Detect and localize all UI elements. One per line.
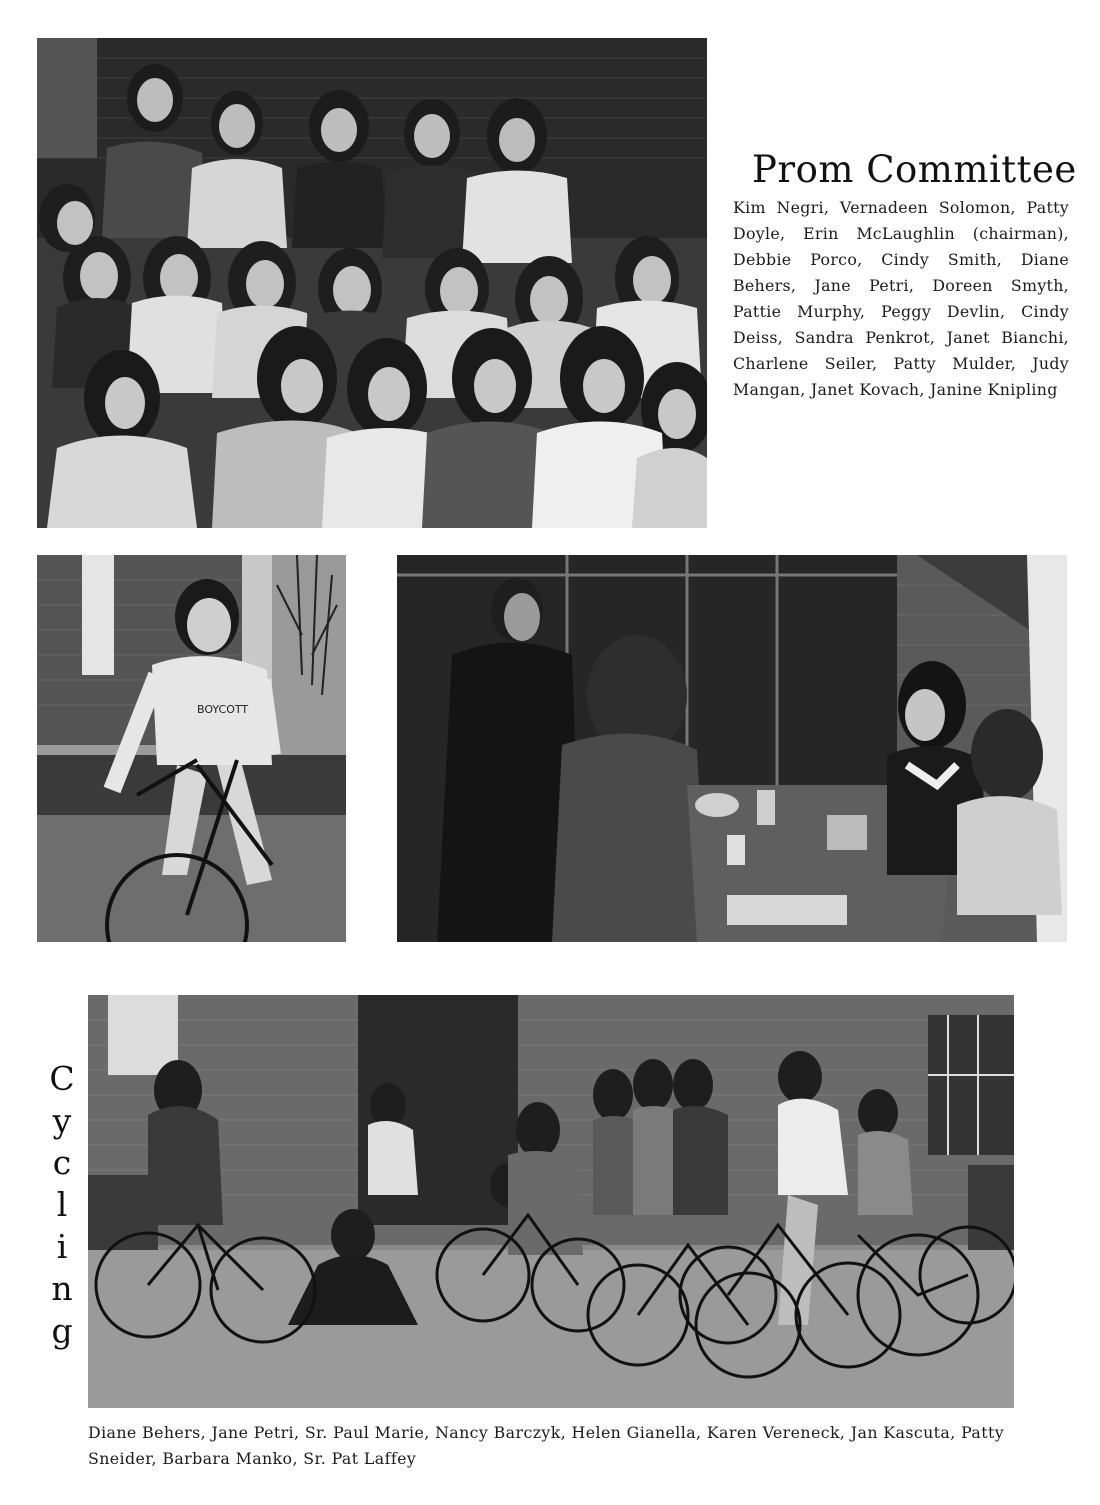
bike-rider-photo-image — [37, 555, 346, 942]
bike-rider-photo — [37, 555, 346, 942]
cycling-title-letter: c — [52, 1143, 72, 1182]
table-scene-photo — [397, 555, 1067, 942]
prom-committee-title: Prom Committee — [752, 148, 1077, 191]
cycling-title-letter: n — [51, 1269, 73, 1308]
cycling-vertical-title — [46, 1058, 78, 1352]
cycling-title-letter: l — [56, 1185, 68, 1224]
cycling-title-letter: i — [56, 1227, 68, 1266]
cycling-caption: Diane Behers, Jane Petri, Sr. Paul Marie, Nancy Barczyk, Helen Gianella, Karen Vereneck, Jan Kascuta, Patty Sneider, Barbara Manko, Sr. Pat Laffey — [88, 1423, 1005, 1468]
prom-committee-caption: Kim Negri, Vernadeen Solomon, Patty Doyle, Erin McLaughlin (chairman), Debbie Porco, Cindy Smith, Diane Behers, Jane Petri, Doreen Smyth, Pattie Murphy, Peggy Devlin, Cindy Deiss, Sandra Penkrot, Janet Bianchi, Charlene Seiler, Patty Mulder, Judy Mangan, Janet Kovach, Janine Knipling — [733, 198, 1069, 399]
prom-committee-photo-image — [37, 38, 707, 528]
cycling-group-photo — [88, 995, 1014, 1408]
table-scene-photo-image — [397, 555, 1067, 942]
cycling-title-letter: y — [52, 1101, 72, 1140]
cycling-group-photo-image — [88, 995, 1014, 1408]
bike-shirt-text: BOYCOTT — [197, 703, 249, 716]
prom-committee-photo — [37, 38, 707, 528]
cycling-title-letter: g — [51, 1311, 73, 1350]
cycling-title-letter: C — [49, 1059, 75, 1098]
